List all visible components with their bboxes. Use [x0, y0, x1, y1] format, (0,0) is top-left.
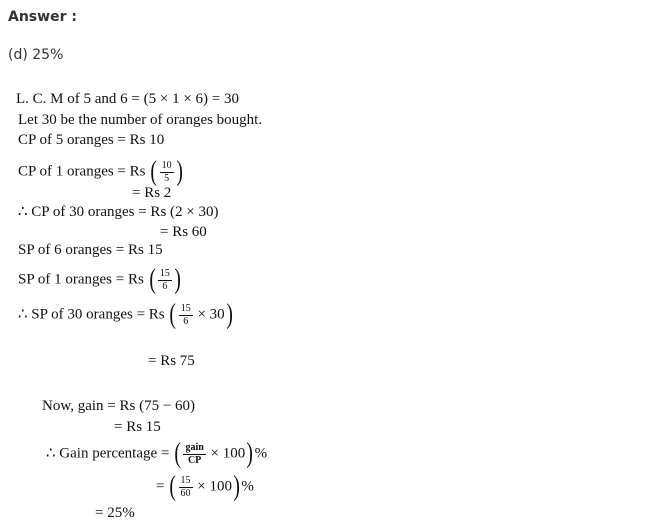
fraction-denominator: 5	[164, 172, 170, 184]
left-paren-icon: (	[174, 438, 182, 469]
solution-line-sp-30-result: = Rs 75	[148, 353, 195, 369]
answer-label: Answer :	[8, 9, 77, 25]
percent-sign: %	[254, 445, 268, 462]
solution-line-gain-substitution	[156, 473, 254, 501]
fraction-numerator: 15	[180, 302, 191, 314]
fraction-gain-cp	[183, 443, 205, 466]
fraction-numerator: 15	[180, 474, 191, 486]
solution-line-final-answer: = 25%	[95, 505, 135, 521]
sp1-prefix: SP of 1 oranges = Rs	[18, 271, 144, 288]
fraction-denominator: 60	[180, 487, 191, 499]
fraction-denominator: 6	[183, 315, 189, 327]
solution-line-assumption: Let 30 be the number of oranges bought.	[18, 112, 263, 128]
equals-sign: =	[156, 478, 165, 495]
right-paren-icon: )	[233, 471, 240, 502]
answer-option: (d) 25%	[8, 47, 64, 63]
left-paren-icon: (	[150, 156, 158, 187]
gain-pct-prefix: ∴ Gain percentage =	[46, 445, 170, 462]
percent-sign: %	[241, 478, 254, 495]
fraction-15-60	[179, 476, 193, 499]
left-paren-icon: (	[169, 299, 177, 330]
right-paren-icon: )	[246, 438, 254, 469]
fraction-numerator: 10	[161, 159, 172, 171]
right-paren-icon: )	[174, 264, 181, 295]
left-paren-icon: (	[148, 264, 156, 295]
left-paren-icon: (	[169, 471, 177, 502]
solution-line-cp-1-result: = Rs 2	[132, 185, 172, 201]
fraction-15-6	[179, 304, 193, 327]
solution-line-cp-30-result: = Rs 60	[160, 224, 207, 240]
solution-line-sp-6: SP of 6 oranges = Rs 15	[18, 242, 163, 258]
right-paren-icon: )	[175, 156, 183, 187]
gain-pct-multiplier: × 100	[210, 445, 246, 462]
fraction-denominator: 6	[162, 280, 168, 292]
fraction-15-6	[158, 269, 172, 292]
solution-line-lcm: L. C. M of 5 and 6 = (5 × 1 × 6) = 30	[16, 91, 239, 107]
solution-line-gain-percentage	[46, 440, 267, 468]
solution-line-gain-result: = Rs 15	[114, 419, 161, 435]
sp30-prefix: ∴ SP of 30 oranges = Rs	[18, 306, 165, 323]
fraction-numerator: gain	[185, 441, 204, 453]
solution-line-sp-1	[18, 266, 182, 294]
fraction-denominator: CP	[187, 454, 202, 466]
right-paren-icon: )	[226, 299, 233, 330]
gain-sub-multiplier: × 100	[197, 478, 233, 495]
cp1-prefix: CP of 1 oranges = Rs	[18, 163, 146, 180]
solution-line-cp-1	[18, 158, 184, 186]
sp30-multiplier: × 30	[197, 306, 225, 323]
fraction-10-5	[160, 161, 174, 184]
solution-line-gain: Now, gain = Rs (75 − 60)	[42, 398, 196, 414]
solution-line-cp-30: ∴ CP of 30 oranges = Rs (2 × 30)	[18, 204, 219, 220]
solution-line-sp-30	[18, 301, 234, 329]
fraction-numerator: 15	[159, 267, 170, 279]
solution-line-cp-5: CP of 5 oranges = Rs 10	[18, 132, 165, 148]
